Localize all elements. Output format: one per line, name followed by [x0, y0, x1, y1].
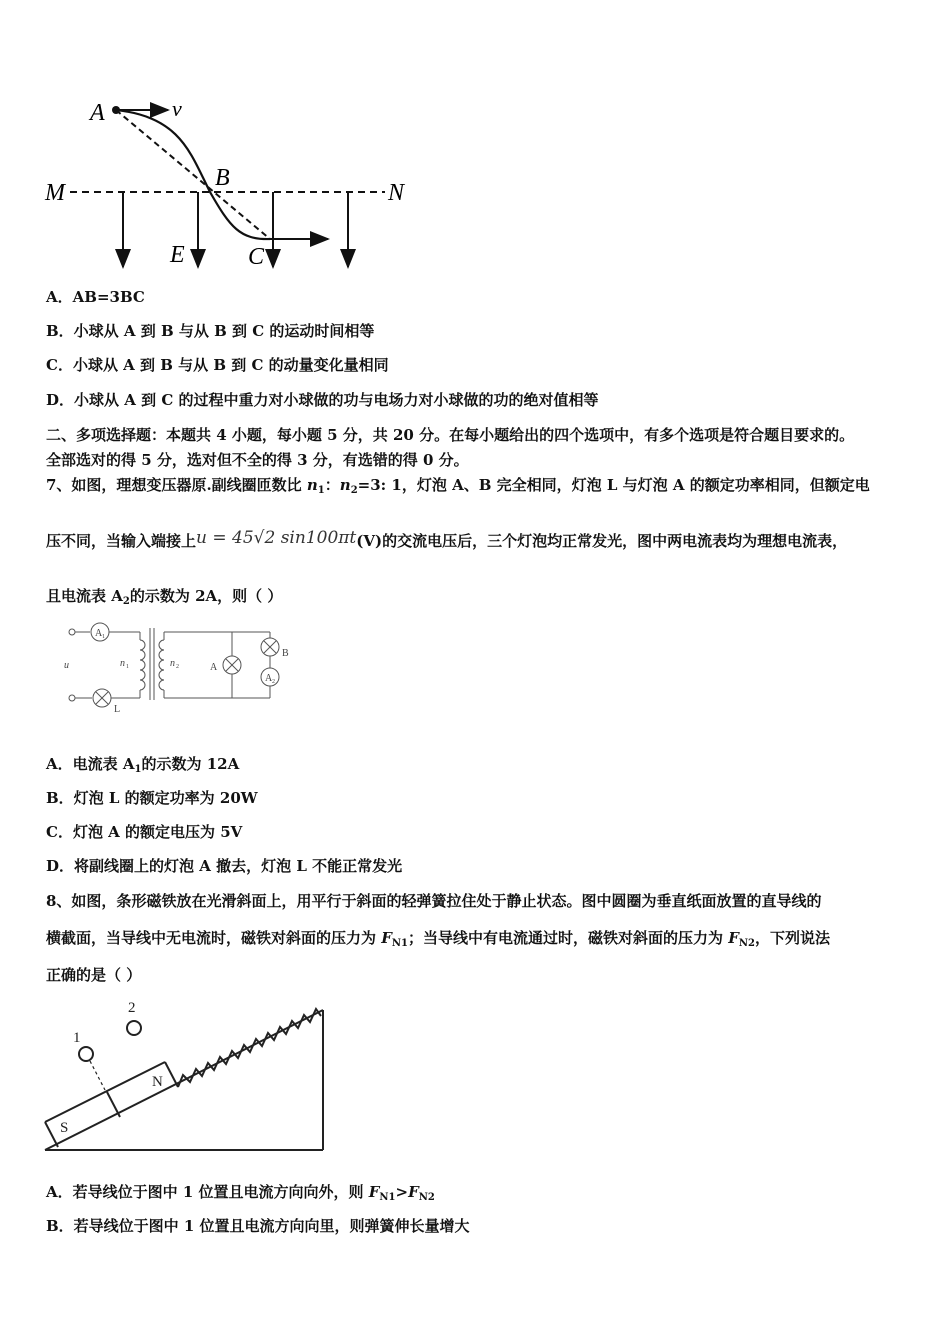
- lamp-b-label: B: [282, 648, 289, 659]
- trajectory-figure: [40, 92, 420, 277]
- q7-option-b: B．灯泡 L 的额定功率为 20W: [46, 789, 258, 807]
- voltage-formula: u = 45√2 sin100πt: [196, 528, 357, 548]
- wire-2-label: 2: [128, 1000, 136, 1016]
- q8-option-b: B．若导线位于图中 1 位置且电流方向向里，则弹簧伸长量增大: [46, 1217, 470, 1235]
- lamp-a-label: A: [210, 662, 218, 673]
- q7-option-a: A．电流表 $A_1$的示数为 12A: [46, 755, 240, 775]
- ammeter-a1-sub: 1: [102, 634, 105, 640]
- label-B: B: [215, 165, 230, 191]
- q7-line3: 且电流表 $A_2$的示数为 2A，则（ ）: [46, 587, 283, 607]
- wire-1-label: 1: [73, 1030, 81, 1046]
- q8-line3: 正确的是（ ）: [46, 966, 142, 984]
- ammeter-a2-label: A: [265, 673, 273, 684]
- magnet-n-label: N: [152, 1074, 163, 1090]
- q6-option-c: C．小球从 A 到 B 与从 B 到 C 的动量变化量相同: [46, 356, 389, 374]
- magnet-incline-figure: [40, 990, 340, 1155]
- label-E: E: [170, 242, 185, 268]
- q8-line1: 8、如图，条形磁铁放在光滑斜面上，用平行于斜面的轻弹簧拉住处于静止状态。图中圆圈为垂直纸面放置的直导线的: [46, 892, 822, 910]
- label-A: A: [90, 100, 105, 126]
- q8-option-a: A．若导线位于图中 1 位置且电流方向向外，则 $F_{N1}>F_{N2}$: [46, 1183, 435, 1203]
- q7-line2: 压不同，当输入端接上u = 45√2 sin100πt(V)的交流电压后，三个灯泡均正常发光，图中两电流表均为理想电流表，: [46, 528, 848, 550]
- lamp-l-label: L: [114, 704, 121, 715]
- q6-option-b: B．小球从 A 到 B 与从 B 到 C 的运动时间相等: [46, 322, 375, 340]
- q6-option-a: A．AB=3BC: [46, 288, 145, 306]
- label-M: M: [45, 180, 65, 206]
- q6-option-d: D．小球从 A 到 C 的过程中重力对小球做的功与电场力对小球做的功的绝对值相等: [46, 391, 599, 409]
- n1-label: n: [120, 658, 125, 669]
- n2-label: n: [170, 658, 175, 669]
- n1-sub: 1: [126, 664, 129, 670]
- label-N: N: [388, 180, 405, 206]
- q7-line1: 7、如图，理想变压器原.副线圈匝数比 $n_1$：$n_2=3$: 1，灯泡 A、B 完全相同，灯泡 L 与灯泡 A 的额定功率相同，但额定电: [46, 476, 870, 496]
- n2-sub: 2: [176, 664, 179, 670]
- transformer-circuit-figure: [60, 616, 310, 716]
- label-v: v: [172, 96, 182, 121]
- q7-option-c: C．灯泡 A 的额定电压为 5V: [46, 823, 243, 841]
- ammeter-a1-label: A: [95, 628, 103, 639]
- ammeter-a2-sub: 2: [272, 679, 275, 685]
- magnet-s-label: S: [60, 1120, 69, 1136]
- input-u-label: u: [64, 660, 69, 671]
- label-C: C: [248, 244, 265, 270]
- section2-heading: 二、多项选择题：本题共 4 小题，每小题 5 分，共 20 分。在每小题给出的四个选项中，有多个选项是符合题目要求的。: [46, 426, 855, 444]
- q7-option-d: D．将副线圈上的灯泡 A 撤去，灯泡 L 不能正常发光: [46, 857, 403, 875]
- q8-line2: 横截面，当导线中无电流时，磁铁对斜面的压力为 $F_{N1}$；当导线中有电流通过时，磁铁对斜面的压力为 $F_{N2}$，下列说法: [46, 929, 831, 949]
- section2-heading-2: 全部选对的得 5 分，选对但不全的得 3 分，有选错的得 0 分。: [46, 451, 469, 469]
